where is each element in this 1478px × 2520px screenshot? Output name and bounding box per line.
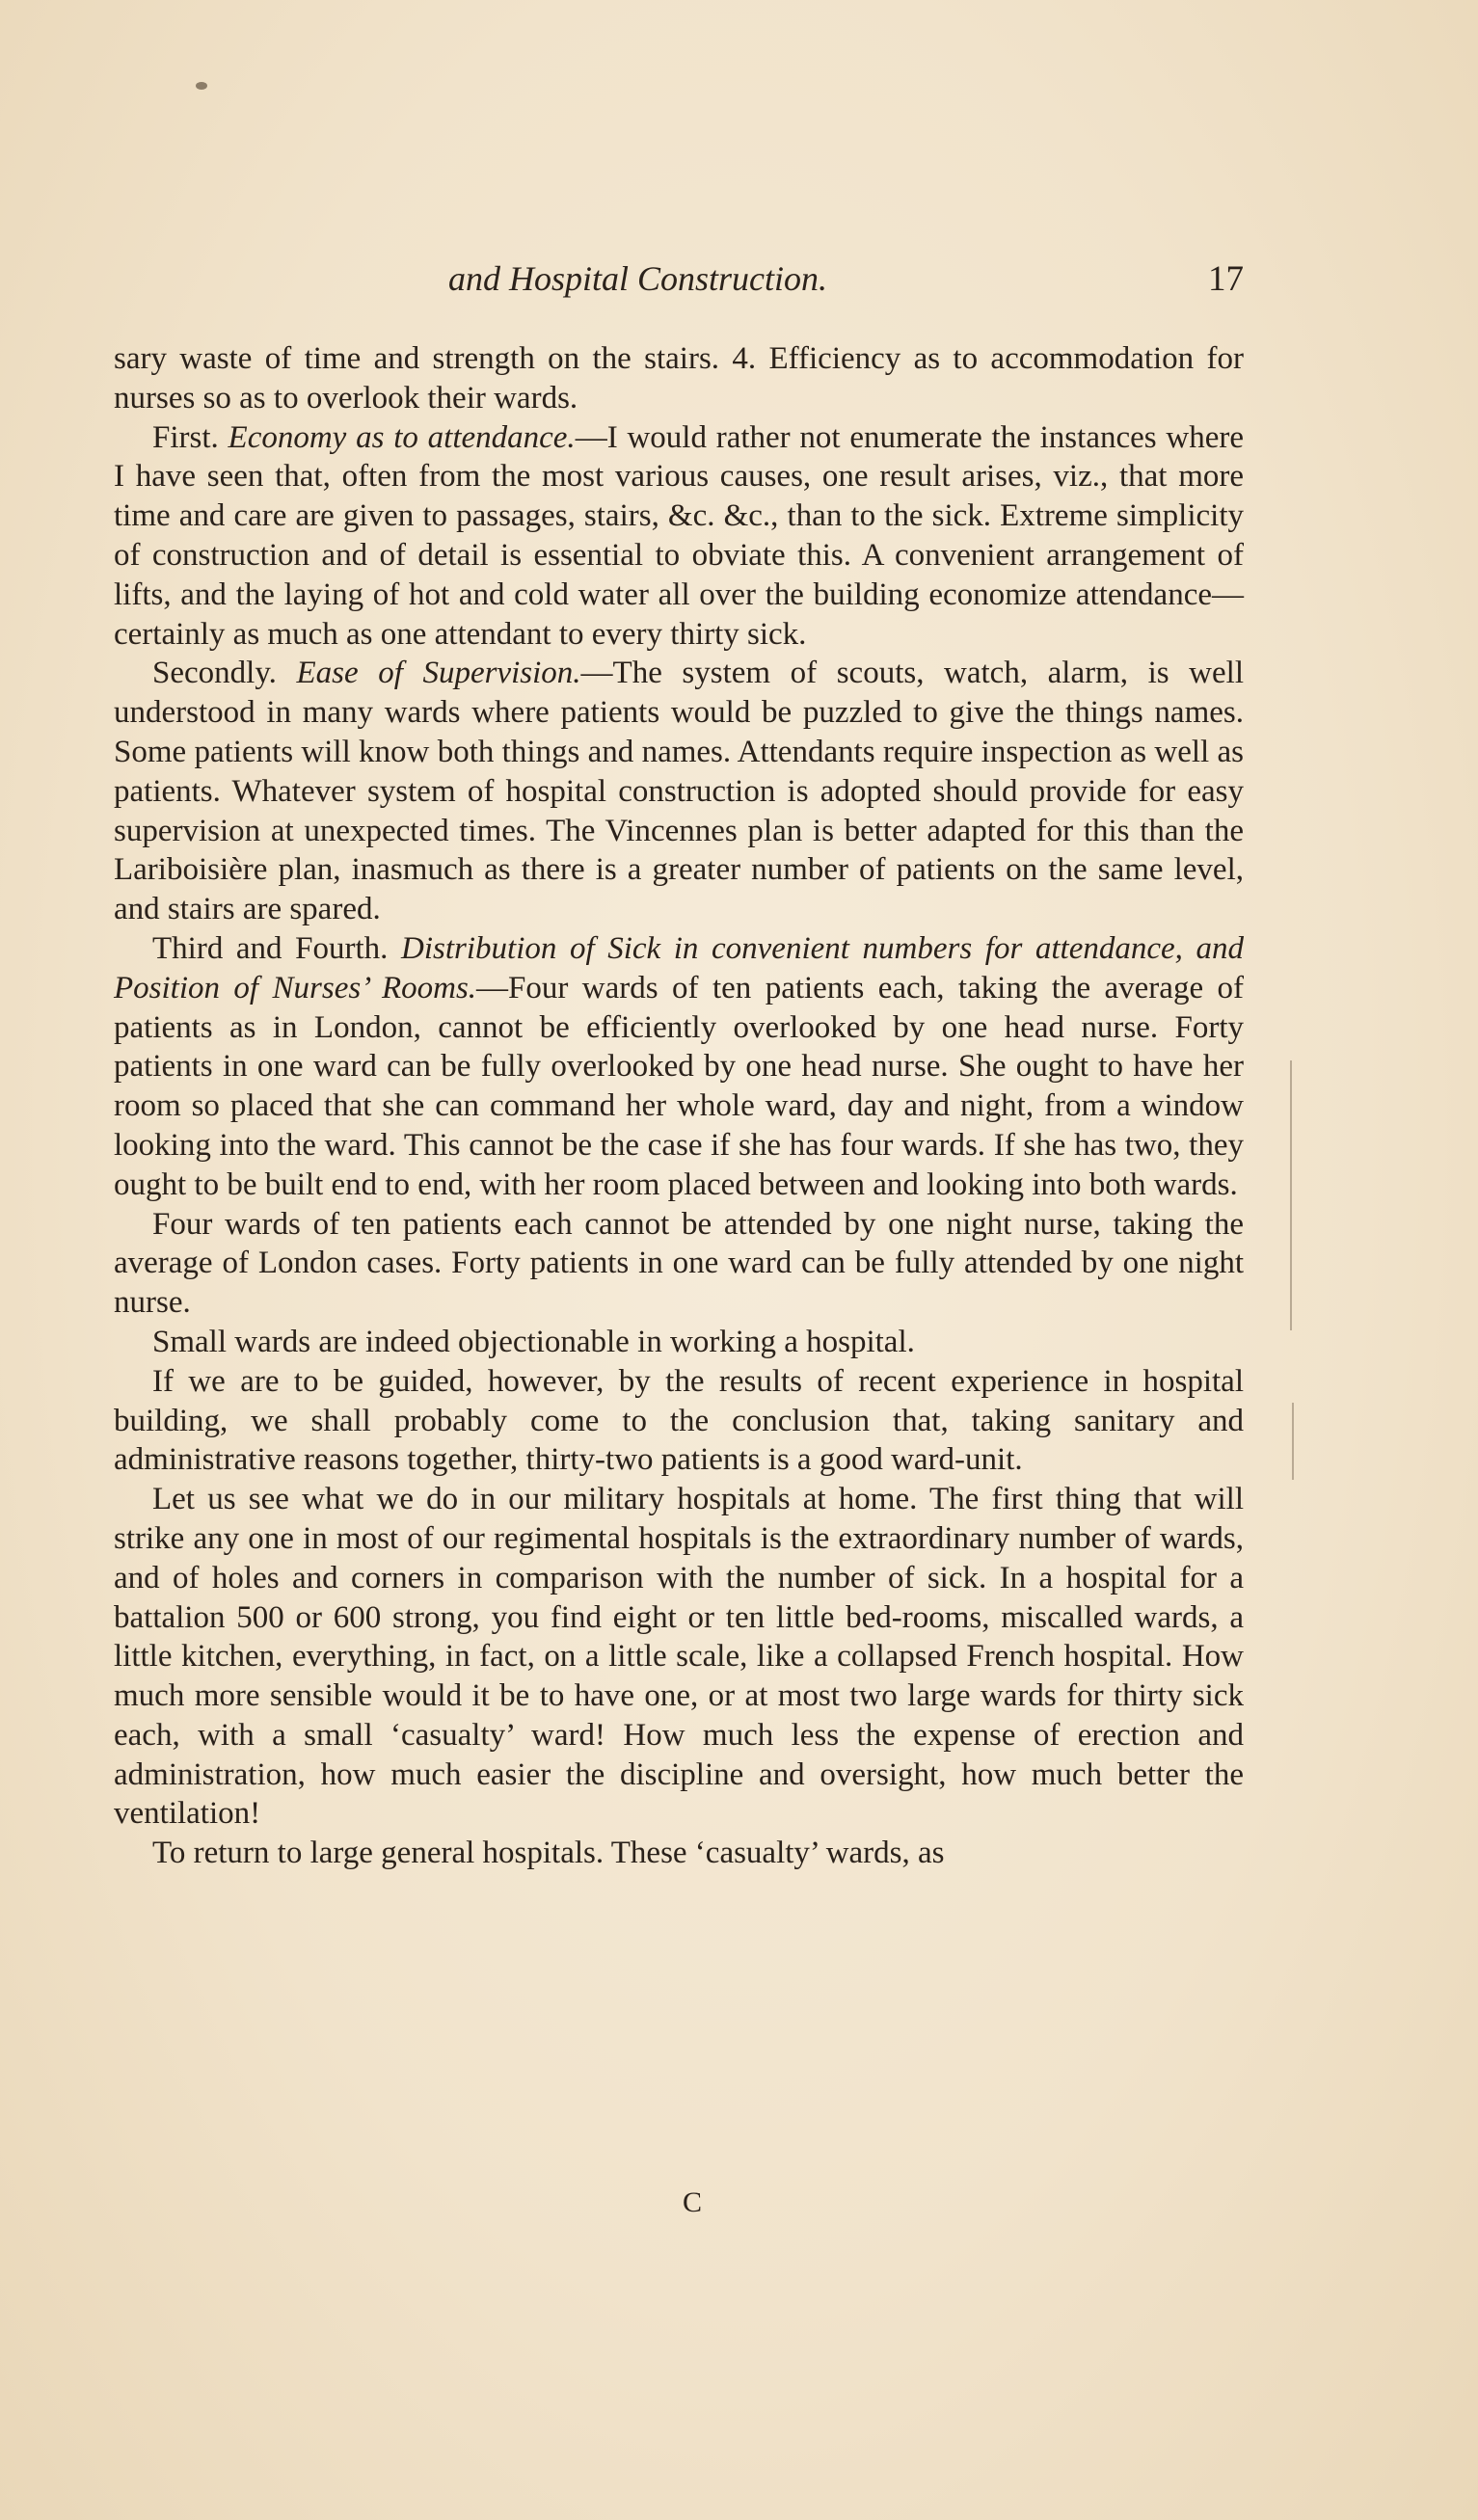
text-run: Third and Fourth. <box>152 930 401 966</box>
ink-speck <box>196 82 207 90</box>
text-run: —The system of scouts, watch, alarm, is well understood in many wards where patients would be puzzled to give the things names. Some patients will know both things and names. Attendants require inspection as well as patients. Whatever system of hospital construction is adopted should provide for easy supervision at unexpected times. The Vincennes plan is better adapted for this than the Lariboisière plan, inasmuch as there is a greater number of patients on the same level, and stairs are spared. <box>114 656 1244 927</box>
text-run: To return to large general hospitals. These ‘casualty’ wards, as <box>152 1836 945 1871</box>
paragraph <box>114 1323 1244 1362</box>
text-run: Let us see what we do in our military hospitals at home. The first thing that will strike any one in most of our regimental hospitals is the extraordinary number of wards, and of holes and corners in comparison with the number of sick. In a hospital for a battalion 500 or 600 strong, you find eight or ten little bed-rooms, miscalled wards, a little kitchen, everything, in fact, on a little scale, like a collapsed French hospital. How much more sensible would it be to have one, or at most two large wards for thirty sick each, with a small ‘casualty’ ward! How much less the expense of erection and administration, how much easier the discipline and oversight, how much better the ventilation! <box>114 1482 1244 1832</box>
paragraph <box>114 339 1244 418</box>
italic-heading: Distribution of Sick in convenient numbers for attendance, and Position of Nurses’ Rooms. <box>114 930 1244 1005</box>
page-number: 17 <box>1208 259 1244 299</box>
text-run: sary waste of time and strength on the stairs. 4. Efficiency as to accommodation for nurses so as to overlook their wards. <box>114 341 1244 416</box>
text-run: —I would rather not enumerate the instances where I have seen that, often from the most various causes, one result arises, viz., that more time and care are given to passages, stairs, &c. &c., than to the sick. Extreme simplicity of construction and of detail is essential to obviate this. A convenient arrangement of lifts, and the laying of hot and cold water all over the building economize attendance—certainly as much as one attendant to every thirty sick. <box>114 419 1244 652</box>
text-run: Small wards are indeed objectionable in working a hospital. <box>152 1324 915 1359</box>
paragraph <box>114 929 1244 1205</box>
signature-mark: C <box>683 2186 703 2218</box>
italic-heading: Ease of Supervision. <box>296 656 581 691</box>
margin-pencil-mark <box>1292 1403 1294 1480</box>
paragraph <box>114 1362 1244 1480</box>
running-head <box>116 258 1244 307</box>
paragraph <box>114 418 1244 655</box>
paragraph <box>114 1480 1244 1834</box>
paragraph <box>114 654 1244 929</box>
margin-pencil-mark <box>1290 1060 1292 1330</box>
text-run: First. <box>152 419 228 455</box>
text-run: Secondly. <box>152 656 297 691</box>
text-run: Four wards of ten patients each cannot be attended by one night nurse, taking the average of London cases. Forty patients in one ward can be fully attended by one night nurse. <box>114 1206 1244 1321</box>
text-run: If we are to be guided, however, by the results of recent experience in hospital building, we shall probably come to the conclusion that, taking sanitary and administrative reasons together, thirty-two patients is a good ward-unit. <box>114 1363 1244 1478</box>
text-run: —Four wards of ten patients each, taking the average of patients as in London, cannot be efficiently overlooked by one head nurse. Forty patients in one ward can be fully overlooked by one head nurse. She ought to have her room so placed that she can command her whole ward, day and night, from a window looking into the ward. This cannot be the case if she has four wards. If she has two, they ought to be built end to end, with her room placed between and looking into both wards. <box>114 970 1244 1202</box>
running-title: and Hospital Construction. <box>448 259 828 298</box>
paragraph <box>114 1205 1244 1323</box>
body-text <box>114 339 1244 1873</box>
italic-heading: Economy as to attendance. <box>228 419 576 455</box>
paragraph <box>114 1834 1244 1873</box>
